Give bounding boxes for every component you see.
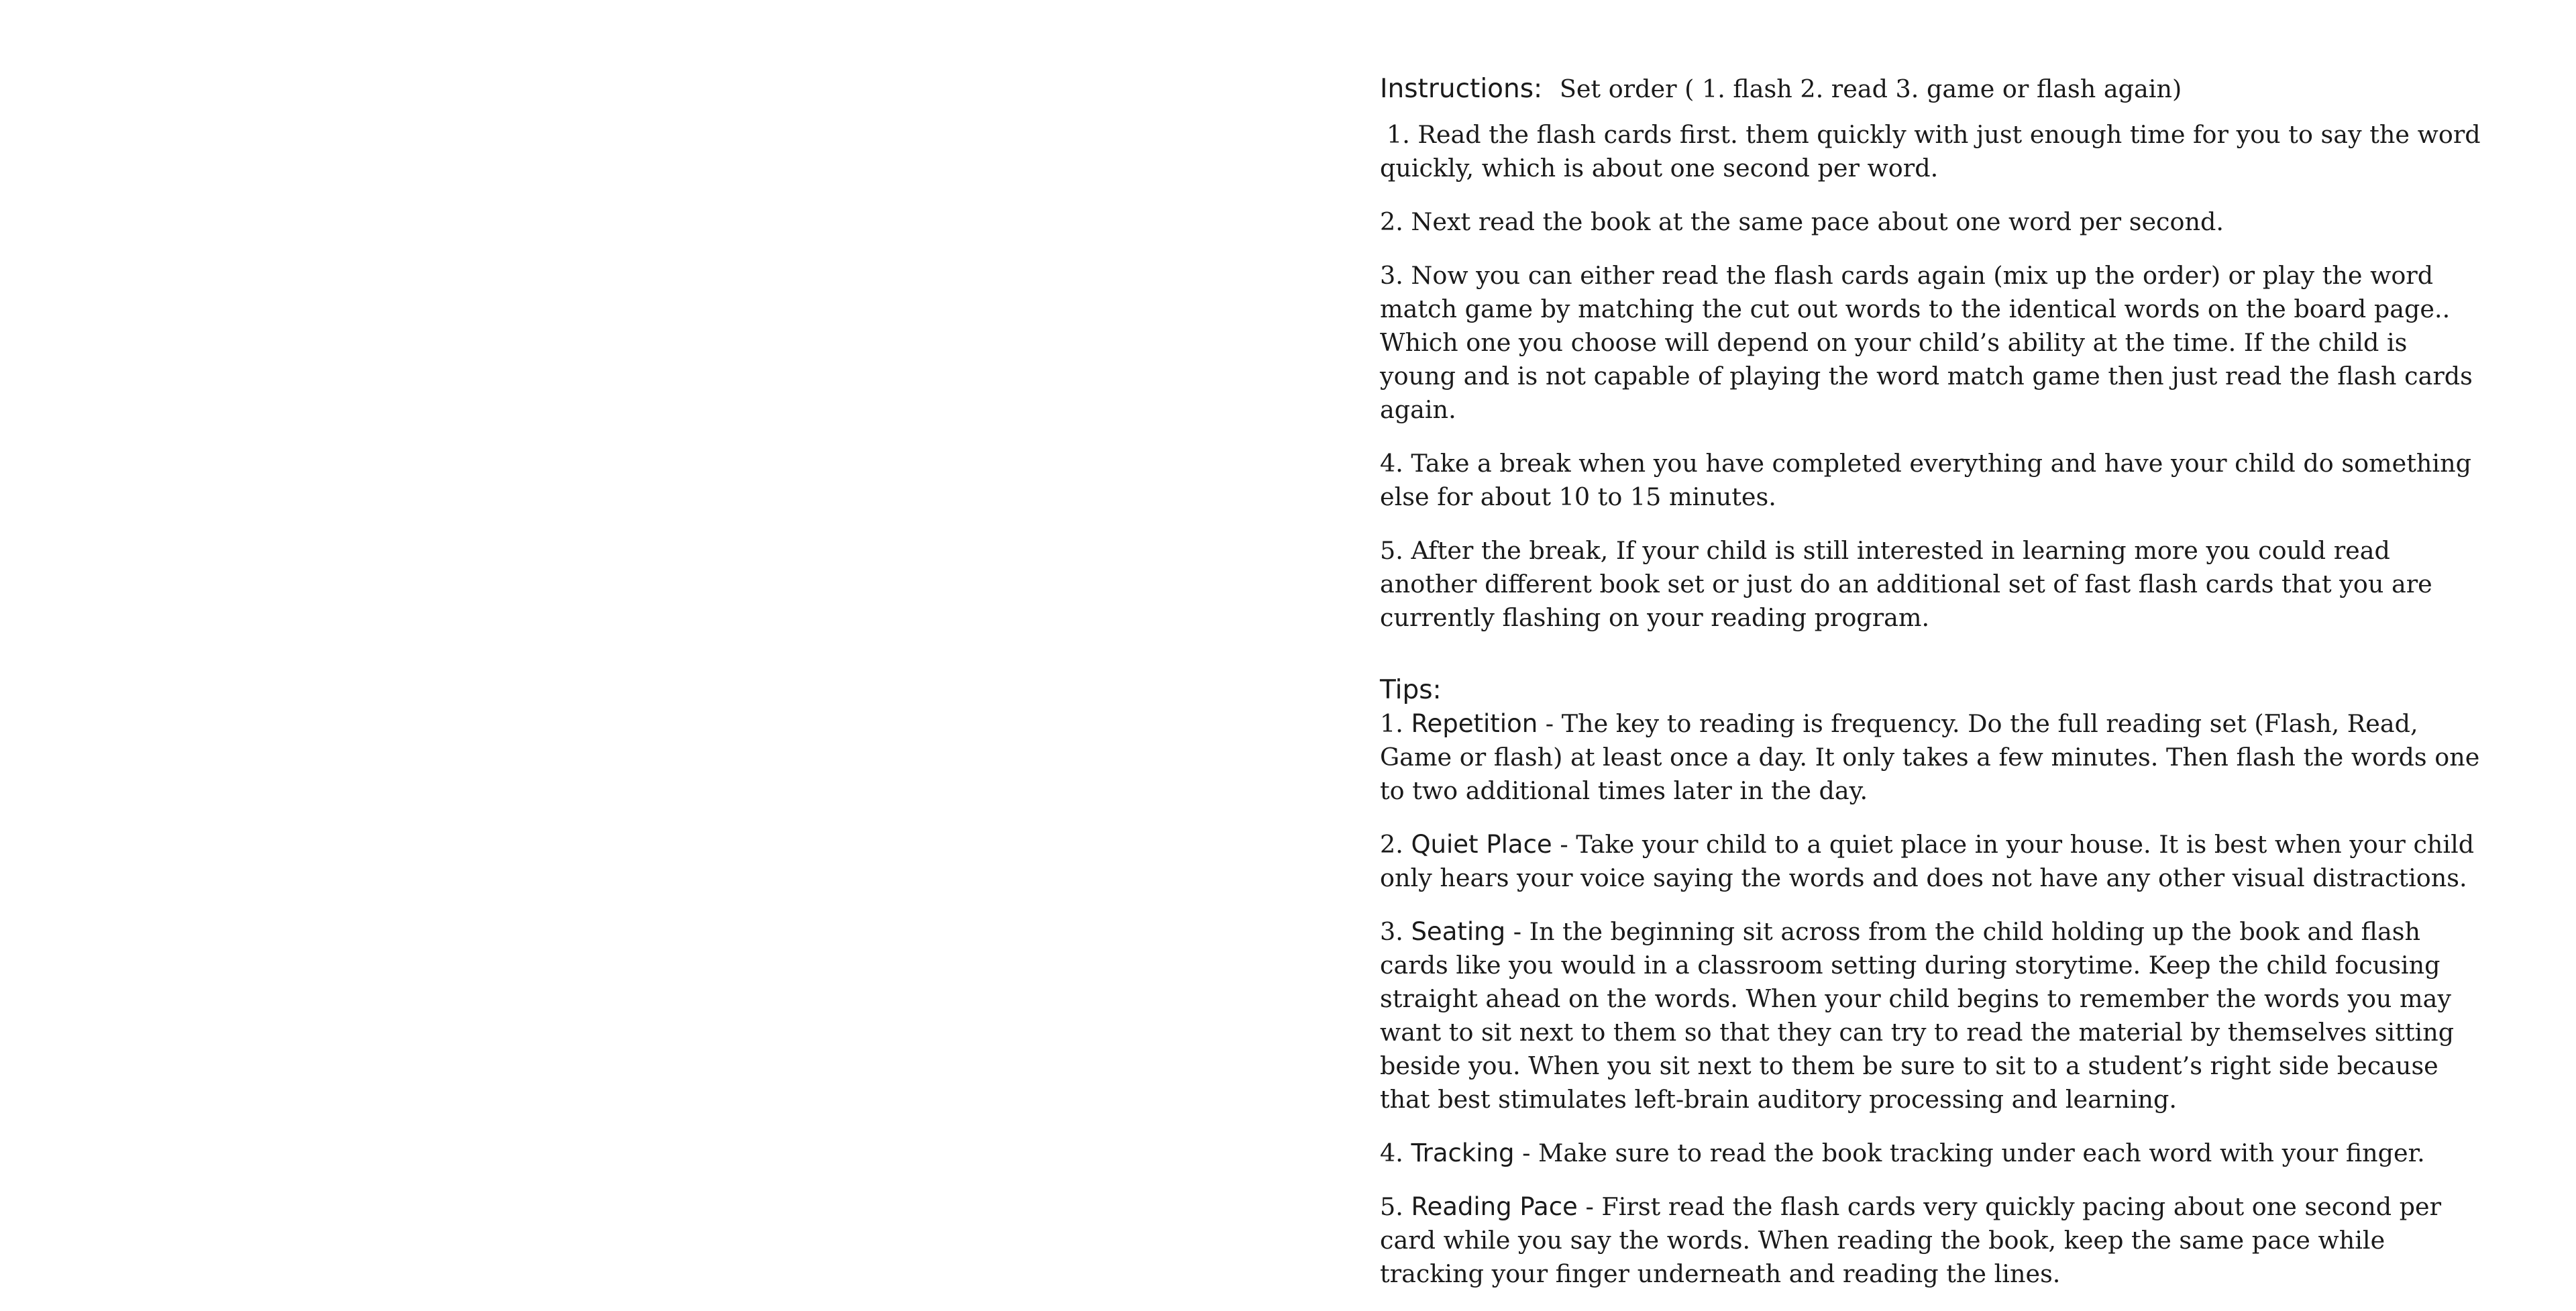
- tips-heading: Tips:: [1380, 675, 1442, 705]
- tip-title: Repetition: [1411, 709, 1538, 738]
- tip-repetition: [1380, 707, 2487, 808]
- tip-text: - Make sure to read the book tracking under each word with your finger.: [1522, 1139, 2425, 1167]
- tip-title: Quiet Place: [1411, 830, 1552, 859]
- tip-number: 2.: [1380, 830, 1403, 859]
- left-page-blank: [0, 0, 1288, 1288]
- tip-title: Seating: [1411, 917, 1506, 946]
- page-content: [1380, 72, 2487, 1311]
- tip-number: 3.: [1380, 917, 1403, 946]
- instruction-step-2: 2. Next read the book at the same pace about one word per second.: [1380, 207, 2224, 236]
- tip-text: - In the beginning sit across from the child holding up the book and flash cards like you would in a classroom setting during storytime. Keep the child focusing straight ahead on the words. When your child begins to remember the words you may want to sit next to them so that they can try to read the material by themselves sitting beside you. When you sit next to them be sure to sit to a student’s right side because that best stimulates left-brain auditory processing and learning.: [1380, 917, 2455, 1114]
- instructions-header: [1380, 72, 2487, 106]
- tip-reading-pace: [1380, 1190, 2487, 1291]
- tip-title: Reading Pace: [1411, 1192, 1578, 1221]
- tip-quiet-place: [1380, 828, 2487, 895]
- tip-text: - Take your child to a quiet place in your house. It is best when your child only hears your voice saying the words and does not have any other visual distractions.: [1380, 830, 2475, 892]
- tip-tracking: [1380, 1137, 2487, 1170]
- tip-number: 4.: [1380, 1139, 1403, 1167]
- tip-number: 1.: [1380, 709, 1403, 738]
- tip-title: Tracking: [1411, 1139, 1515, 1167]
- instruction-step-5: 5. After the break, If your child is still interested in learning more you could read another different book set or just do an additional set of fast flash cards that you are currently flashing on your reading program.: [1380, 536, 2432, 632]
- tip-seating: [1380, 915, 2487, 1116]
- tip-text: - First read the flash cards very quickly pacing about one second per card while you say the words. When reading the book, keep the same pace while tracking your finger underneath and reading the lines.: [1380, 1192, 2442, 1288]
- set-order-text: Set order ( 1. flash 2. read 3. game or flash again): [1559, 74, 2182, 103]
- instructions-heading: Instructions:: [1380, 74, 1543, 104]
- right-page: [1288, 0, 2576, 1288]
- tip-number: 5.: [1380, 1192, 1403, 1221]
- instruction-step-1: 1. Read the flash cards first. them quickly with just enough time for you to say the word quickly, which is about one second per word.: [1380, 120, 2481, 182]
- instruction-step-3: 3. Now you can either read the flash cards again (mix up the order) or play the word match game by matching the cut out words to the identical words on the board page.. Which one you choose will depend on your child’s ability at the time. If the child is young and is not capable of playing the word match game then just read the flash cards again.: [1380, 261, 2473, 424]
- tip-text: - The key to reading is frequency. Do the full reading set (Flash, Read, Game or flash) at least once a day. It only takes a few minutes. Then flash the words one to two additional times later in the day.: [1380, 709, 2480, 805]
- instruction-step-4: 4. Take a break when you have completed everything and have your child do something else for about 10 to 15 minutes.: [1380, 449, 2471, 511]
